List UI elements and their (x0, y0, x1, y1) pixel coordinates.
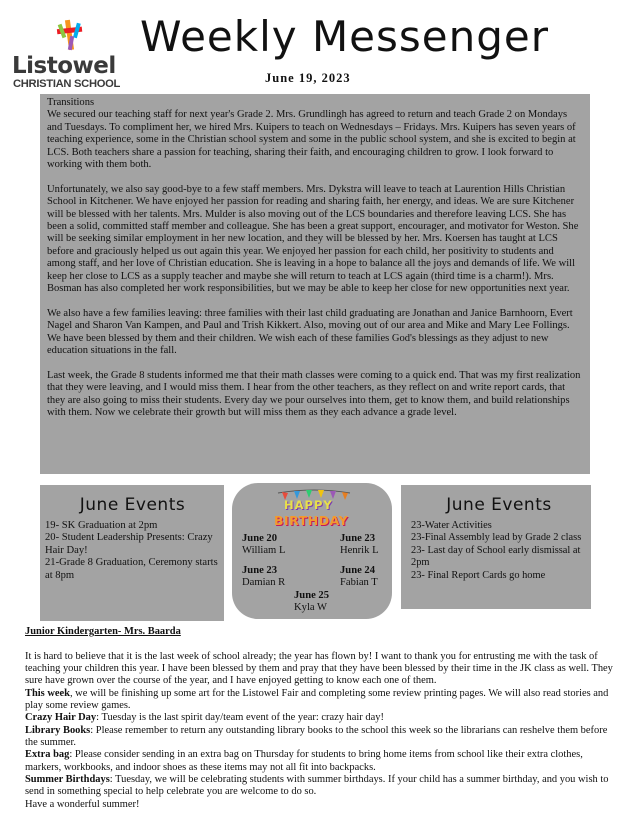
school-logo (12, 16, 122, 88)
event-item: 21-Grade 8 Graduation, Ceremony starts at 8pm (45, 557, 218, 581)
jk-intro: It is hard to believe that it is the last week of school already; the year has flown by! I want to thank you for entrusting me with the task of teaching your children this year. I have been blessed by them and pray that they have been blessed by their time in the JK class as well. They sure have grown over the course of the year, and I have enjoyed getting to know each one of them. (25, 650, 613, 687)
transitions-paragraph: We also have a few families leaving: three families with their last child graduating are Jonathan and Janice Barnhoorn, Evert Nagel and Sharon Van Kampen, and Paul and Trish Kikkert. Also, moving out of our area and Mike and Mary Lee Follings. We have been blessed by them and their children. We wish each of these families God's blessings as they adjust to new education situations in the fall. (47, 307, 573, 357)
school-subtitle: CHRISTIAN SCHOOL (13, 78, 121, 90)
jk-item-text: : Tuesday is the last spirit day/team event of the year: crazy hair day! (96, 712, 384, 724)
school-name: Listowel (12, 53, 116, 79)
jk-item-label: Summer Birthdays (25, 774, 110, 786)
happy-banner-text: HAPPY (284, 498, 333, 512)
transitions-paragraph: We secured our teaching staff for next year's Grade 2. Mrs. Grundlingh has agreed to return and teach Grade 2 on Mondays and Tuesdays. To compliment her, we hired Mrs. Kuipers to teach on Wednesdays – Fridays. Mrs. Kuipers has seven years of teaching experience, some in the Christian school system and some in the public school system, and she is excited to begin at LCS. Both teachers share a passion for teaching, sharing their faith, and encouraging children to grow. I look forward to working with them both. (47, 109, 576, 171)
events-title: June Events (79, 495, 186, 515)
event-item: 23- Last day of School early dismissal at 2pm (411, 544, 581, 569)
newsletter-date: June 19, 2023 (265, 71, 351, 85)
jk-item-text: : Please consider sending in an extra bag on Thursday for students to bring home items from school like their extra clothes, markers, workbooks, and indoor shoes as these items may not all fit into backpacks. (25, 749, 583, 773)
jk-item (25, 774, 617, 799)
birthday-entry (340, 565, 378, 590)
birthday-name: Henrik L (340, 545, 379, 557)
jk-section (25, 626, 617, 811)
cross-logo-icon (54, 18, 86, 52)
jk-item (25, 712, 617, 724)
jk-item-label: Extra bag (25, 749, 70, 761)
birthday-banner-text: BIRTHDAY (274, 513, 349, 528)
june-events-left (40, 485, 224, 621)
birthday-name: Fabian T (340, 577, 378, 589)
birthday-name: William L (242, 545, 286, 557)
birthday-entry (242, 533, 285, 558)
transitions-heading: Transitions (47, 97, 95, 108)
event-item: 23-Water Activities (411, 520, 492, 531)
events-title: June Events (446, 495, 552, 515)
jk-item-text: : Please remember to return any outstanding library books to the school this week so the librarians can reshelve them before the summer. (25, 724, 608, 749)
jk-item-text: , we will be finishing up some art for the Listowel Fair and completing some review printing pages. We will also read stories and play some review games. (25, 687, 609, 712)
event-item: 23-Final Assembly lead by Grade 2 class (411, 532, 582, 544)
birthday-entry (294, 590, 329, 615)
event-item: 20- Student Leadership Presents: Crazy Hair Day! (45, 532, 213, 556)
event-item: 23- Final Report Cards go home (411, 569, 546, 581)
transitions-section (40, 94, 590, 474)
jk-item (25, 749, 617, 774)
birthday-date: June 24 (340, 565, 376, 576)
june-events-right (401, 485, 591, 609)
birthday-date: June 25 (294, 590, 330, 601)
birthday-box (232, 483, 392, 619)
jk-item (25, 725, 617, 750)
jk-item-label: Library Books (25, 724, 91, 736)
birthday-entry (340, 533, 379, 558)
birthday-name: Kyla W (294, 602, 328, 614)
jk-item-label: This week (25, 687, 70, 699)
jk-title: Junior Kindergarten- Mrs. Baarda (25, 626, 181, 637)
birthday-date: June 20 (242, 533, 278, 544)
birthday-date: June 23 (242, 565, 278, 576)
transitions-paragraph: Last week, the Grade 8 students informed me that their math classes were coming to a quick end. That was my first realization that they were leaving, and I would miss them. I hear from the other teachers, as they reflect on and write report cards, that they are also going to miss their students. Every day we pour ourselves into them, get to know them, and build relationships with them. Now we celebrate their growth but will miss them as they each advance a grade level. (47, 369, 581, 419)
jk-closing: Have a wonderful summer! (25, 798, 140, 810)
jk-item-label: Crazy Hair Day (25, 712, 97, 724)
birthday-name: Damian R (242, 577, 286, 589)
transitions-paragraph: Unfortunately, we also say good-bye to a few staff members. Mrs. Dykstra will leave to teach at Laurention Hills Christian School in Kitchener. We have enjoyed her passion for reading and sharing faith, her energy, and ideas. We are sure Kitchener will be blessed with her talents. Mrs. Mulder is also moving out of the LCS boundaries and therefore leaving LCS. She has been a solid, committed staff member and colleague. She has been a great support, encourager, and motivator for Weston. She will be seeking similar employment in her new location, and they will be blessed by her. Mrs. Koersen has taught at LCS before and graciously helped us out again this year. We enjoyed her passion for each child, her positivity to students and among staff, and her love of Christian education. She is leaving in a hope to balance all the joys and demands of life. We will keep her close to LCS as a supply teacher and maybe she will return to teach at LCS again (third time is a charm!). Mrs. Bosman has also completed her work responsibilities, but we may be able to keep her close for new opportunities next year. (47, 183, 579, 295)
event-item: 19- SK Graduation at 2pm (45, 520, 158, 531)
newsletter-title: Weekly Messenger (140, 12, 550, 61)
jk-item-text: : Tuesday, we will be celebrating students with summer birthdays. If your child has a summer birthday, and you wish to send in something special to help celebrate you are welcome to do so. (25, 774, 609, 798)
birthday-date: June 23 (340, 533, 376, 544)
birthday-entry (242, 565, 285, 590)
jk-item (25, 688, 617, 713)
